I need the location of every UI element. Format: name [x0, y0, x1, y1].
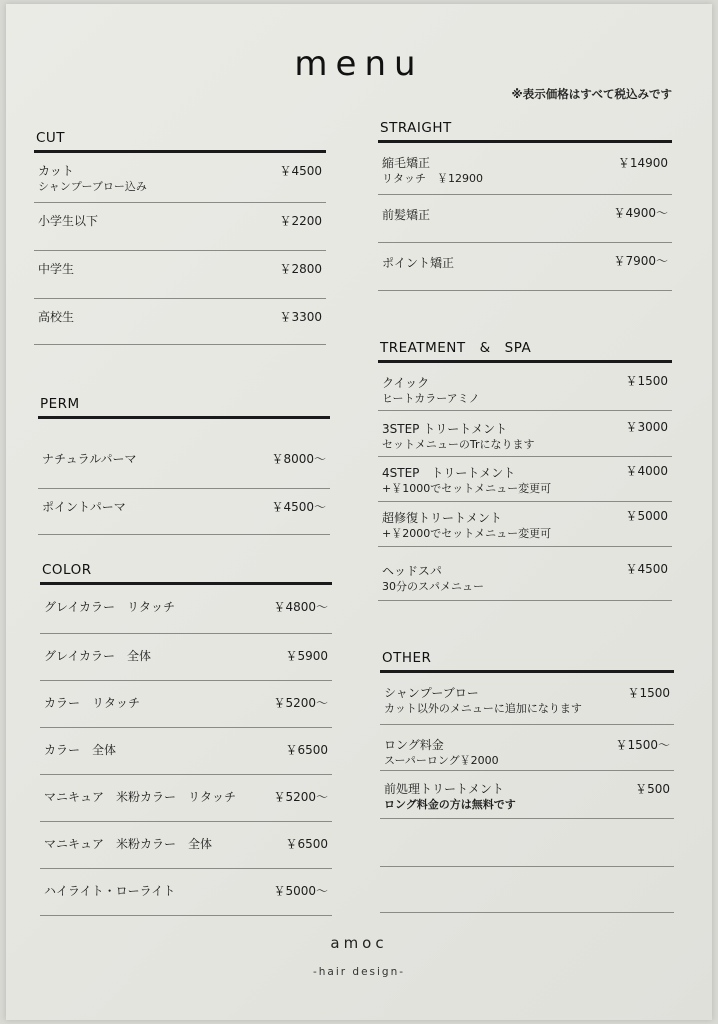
- item-price: ￥6500: [285, 743, 328, 757]
- blank-row: [380, 867, 674, 913]
- section-heading: CUT: [36, 130, 66, 146]
- item-price: ￥2200: [279, 214, 322, 228]
- blank-row: [380, 819, 674, 867]
- item-name: 超修復トリートメント: [382, 511, 502, 525]
- menu-title: menu: [294, 44, 424, 84]
- item-subtext: リタッチ ￥12900: [382, 172, 483, 185]
- item-name: ロング料金: [384, 738, 444, 752]
- section-heading: STRAIGHT: [380, 120, 452, 136]
- menu-item: [378, 363, 672, 411]
- item-name: 縮毛矯正: [382, 156, 431, 170]
- section-heading: TREATMENT & SPA: [380, 340, 532, 356]
- item-name: 3STEP トリートメント: [382, 422, 508, 436]
- brand-subtitle: -hair design-: [312, 966, 406, 978]
- item-price: ￥14900: [617, 156, 668, 170]
- item-price: ￥1500: [625, 374, 668, 388]
- menu-item: [34, 153, 326, 203]
- menu-item: [40, 728, 332, 775]
- item-name: カラー 全体: [44, 743, 117, 757]
- menu-item: [34, 299, 326, 345]
- item-name: カット: [38, 164, 74, 178]
- section-perm: [38, 394, 330, 535]
- menu-item: [40, 585, 332, 634]
- menu-item: [378, 457, 672, 502]
- menu-item: [378, 195, 672, 243]
- brand-logo-text: amoc: [330, 934, 388, 952]
- item-subtext: ロング料金の方は無料です: [384, 798, 516, 811]
- menu-sheet: [6, 4, 712, 1020]
- item-name: ヘッドスパ: [382, 564, 442, 578]
- menu-item: [378, 411, 672, 457]
- item-subtext: セットメニューのTrになります: [382, 438, 535, 451]
- item-subtext: 30分のスパメニュー: [382, 580, 484, 593]
- item-price: ￥5200〜: [273, 790, 328, 804]
- item-price: ￥500: [635, 782, 670, 796]
- item-name: 小学生以下: [38, 214, 99, 228]
- item-name: マニキュア 米粉カラー リタッチ: [44, 790, 237, 804]
- item-name: 4STEP トリートメント: [382, 466, 516, 480]
- menu-item: [40, 869, 332, 916]
- item-subtext: +￥2000でセットメニュー変更可: [382, 527, 552, 540]
- item-name: クイック: [382, 376, 430, 390]
- menu-item: [378, 502, 672, 547]
- item-price: ￥8000〜: [271, 452, 326, 466]
- item-name: 前髪矯正: [382, 208, 431, 222]
- item-price: ￥4000: [625, 464, 668, 478]
- item-subtext: シャンプーブロー込み: [38, 180, 147, 193]
- item-name: 高校生: [38, 310, 75, 324]
- item-price: ￥5000〜: [273, 884, 328, 898]
- item-price: ￥5900: [285, 649, 328, 663]
- item-price: ￥3000: [625, 420, 668, 434]
- item-name: 前処理トリートメント: [384, 782, 504, 796]
- section-heading: COLOR: [42, 562, 92, 578]
- item-name: シャンプーブロー: [384, 686, 479, 700]
- item-name: 中学生: [38, 262, 75, 276]
- menu-item: [38, 419, 330, 489]
- item-price: ￥1500: [627, 686, 670, 700]
- item-price: ￥5000: [625, 509, 668, 523]
- item-price: ￥4900〜: [613, 206, 668, 220]
- section-treatment-spa: [378, 338, 672, 601]
- item-name: ポイントパーマ: [42, 500, 126, 514]
- menu-item: [380, 771, 674, 819]
- item-name: ナチュラルパーマ: [42, 452, 137, 466]
- menu-item: [40, 775, 332, 822]
- item-price: ￥3300: [279, 310, 322, 324]
- menu-item: [378, 143, 672, 195]
- menu-item: [380, 725, 674, 771]
- section-other: [380, 648, 674, 913]
- menu-item: [380, 673, 674, 725]
- tax-note: ※表示価格はすべて税込みです: [511, 87, 672, 101]
- menu-item: [34, 251, 326, 299]
- item-name: ハイライト・ローライト: [44, 884, 176, 898]
- menu-item: [378, 243, 672, 291]
- menu-item: [40, 822, 332, 869]
- menu-item: [40, 634, 332, 681]
- item-subtext: +￥1000でセットメニュー変更可: [382, 482, 552, 495]
- item-price: ￥2800: [279, 262, 322, 276]
- item-price: ￥1500〜: [615, 738, 670, 752]
- item-subtext: ヒートカラーアミノ: [382, 392, 480, 405]
- menu-item: [378, 547, 672, 601]
- item-name: マニキュア 米粉カラー 全体: [44, 837, 213, 851]
- item-price: ￥4500: [279, 164, 322, 178]
- item-name: ポイント矯正: [382, 256, 455, 270]
- item-name: カラー リタッチ: [44, 696, 141, 710]
- menu-item: [40, 681, 332, 728]
- item-subtext: スーパーロング￥2000: [384, 754, 499, 767]
- item-price: ￥7900〜: [613, 254, 668, 268]
- section-cut: [34, 128, 326, 345]
- item-price: ￥4800〜: [273, 600, 328, 614]
- menu-item: [38, 489, 330, 535]
- section-straight: [378, 118, 672, 291]
- item-subtext: カット以外のメニューに追加になります: [384, 702, 582, 715]
- menu-item: [34, 203, 326, 251]
- section-heading: PERM: [40, 396, 80, 412]
- item-price: ￥4500〜: [271, 500, 326, 514]
- item-price: ￥4500: [625, 562, 668, 576]
- section-color: [40, 560, 332, 916]
- item-name: グレイカラー リタッチ: [44, 600, 176, 614]
- item-price: ￥6500: [285, 837, 328, 851]
- item-name: グレイカラー 全体: [44, 649, 152, 663]
- section-heading: OTHER: [382, 650, 432, 666]
- item-price: ￥5200〜: [273, 696, 328, 710]
